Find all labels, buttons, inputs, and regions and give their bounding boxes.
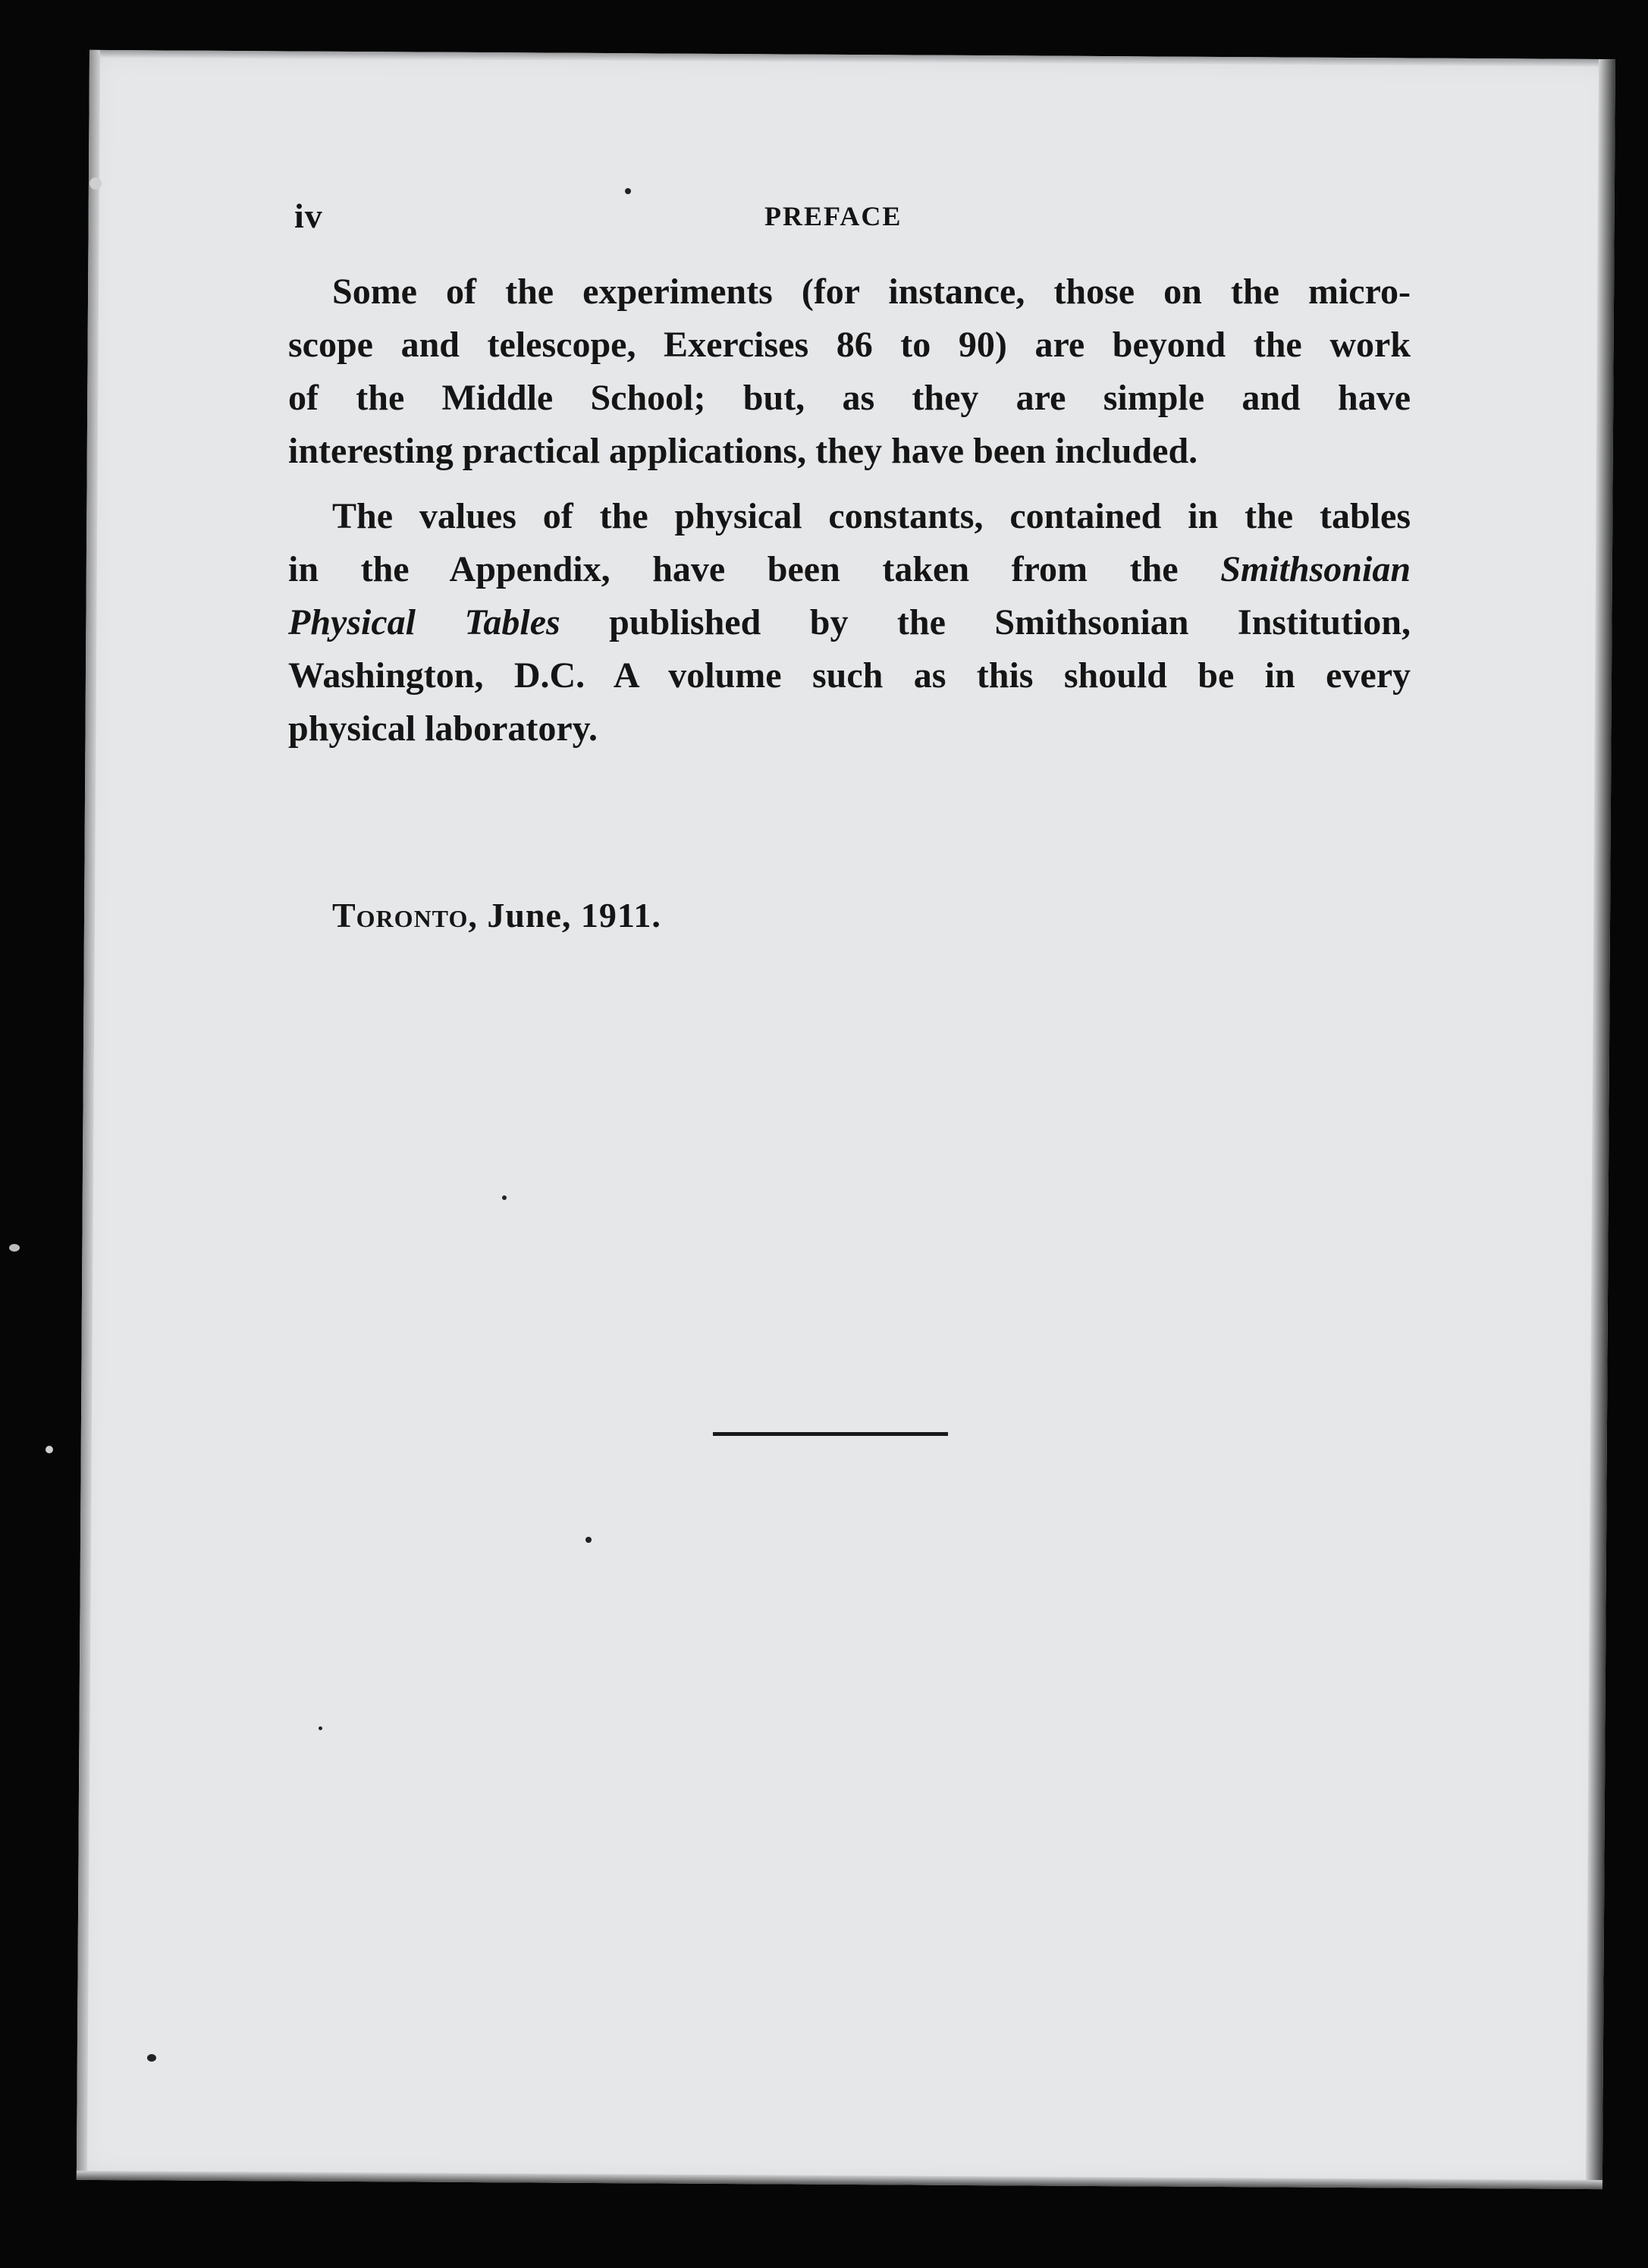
text-line: interesting practical applications, they have been included. bbox=[288, 431, 1198, 471]
scan-speck bbox=[147, 2054, 156, 2062]
text-line bbox=[288, 596, 1411, 649]
text-line bbox=[288, 543, 1411, 596]
paragraph-2 bbox=[288, 490, 1411, 755]
text-line: The values of the physical constants, contained in the tables bbox=[332, 496, 1411, 536]
running-head: PREFACE bbox=[764, 201, 902, 231]
scan-speck bbox=[625, 188, 631, 194]
place-and-date bbox=[332, 895, 661, 935]
text-segment: in the Appendix, have been taken from the bbox=[288, 549, 1179, 589]
text-line: Washington, D.C. A volume such as this should be in every bbox=[288, 655, 1411, 696]
page-number: iv bbox=[294, 196, 323, 235]
text-line: of the Middle School; but, as they are simple and have bbox=[288, 378, 1411, 418]
scan-speck bbox=[502, 1195, 507, 1200]
end-rule bbox=[713, 1432, 948, 1436]
date-text: , June, 1911. bbox=[468, 896, 661, 935]
text-line: physical laboratory. bbox=[288, 708, 598, 749]
place-name: Toronto bbox=[332, 896, 469, 935]
book-title-italic: Smithsonian bbox=[1220, 549, 1411, 589]
text-line: Some of the experiments (for instance, those on the micro- bbox=[332, 272, 1411, 312]
preface-body bbox=[288, 265, 1411, 768]
scan-speck bbox=[319, 1726, 322, 1730]
text-line: scope and telescope, Exercises 86 to 90) are beyond the work bbox=[288, 325, 1411, 365]
scan-speck bbox=[46, 1446, 53, 1453]
scan-speck bbox=[89, 177, 102, 190]
paragraph-1 bbox=[288, 265, 1411, 478]
book-title-italic: Physical Tables bbox=[288, 602, 560, 642]
page-header bbox=[294, 196, 1493, 241]
scan-speck bbox=[9, 1244, 20, 1252]
scan-speck bbox=[585, 1537, 592, 1543]
text-segment: published by the Smithsonian Institution, bbox=[609, 602, 1411, 642]
